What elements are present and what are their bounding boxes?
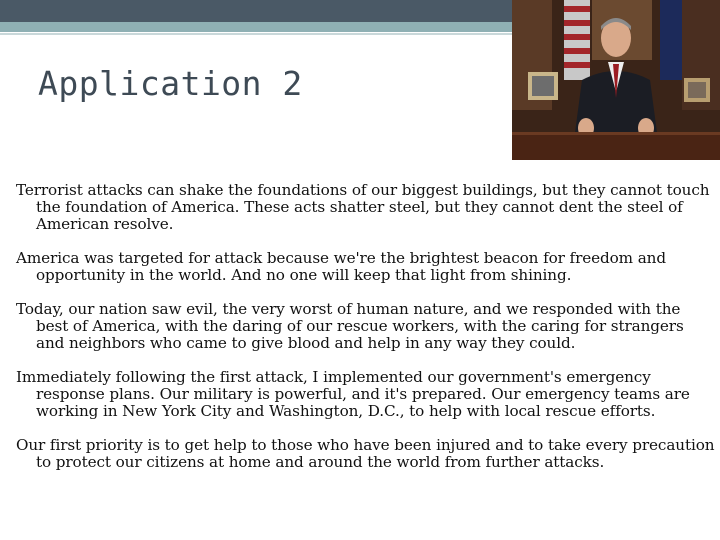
paragraph-1: Terrorist attacks can shake the foundations of our biggest buildings, but they cannot touch the foundation of America. These acts shatter steel, but they cannot dent the steel of American resolve. xyxy=(16,181,710,233)
speaker-at-desk-image xyxy=(512,0,720,160)
speech-photo xyxy=(512,0,720,160)
paragraph-5: Our first priority is to get help to those who have been injured and to take every precaution to protect our citizens at home and around the world from further attacks. xyxy=(16,436,715,471)
paragraph-3: Today, our nation saw evil, the very worst of human nature, and we responded with the best of America, with the daring of our rescue workers, with the caring for strangers and neighbors who came to give blood and help in any way they could. xyxy=(16,300,684,352)
paragraph-4: Immediately following the first attack, I implemented our government's emergency response plans. Our military is powerful, and it's prepared. Our emergency teams are working in New York City and Washington, D.C., to help with local rescue efforts. xyxy=(16,368,690,420)
slide-title: Application 2 xyxy=(38,64,303,103)
slide-body xyxy=(16,182,716,488)
paragraph-2: America was targeted for attack because we're the brightest beacon for freedom and opportunity in the world. And no one will keep that light from shining. xyxy=(16,249,666,284)
